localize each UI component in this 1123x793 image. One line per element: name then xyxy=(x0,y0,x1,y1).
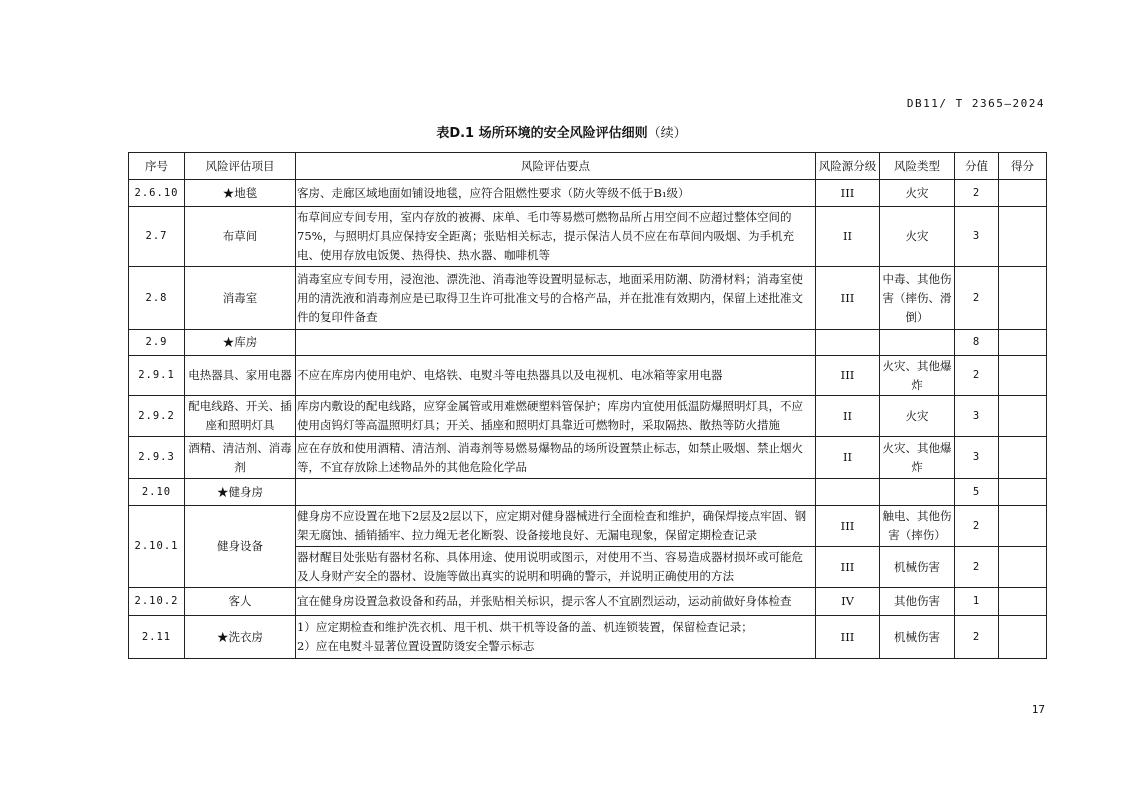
column-header: 分值 xyxy=(955,153,999,180)
risk-type: 火灾、其他爆炸 xyxy=(880,437,955,479)
table-row xyxy=(129,479,1047,506)
table-row xyxy=(129,616,1047,659)
obtained-score xyxy=(999,506,1047,547)
row-number: 2.10.2 xyxy=(129,588,185,616)
score: 2 xyxy=(955,267,999,330)
score: 2 xyxy=(955,616,999,659)
score: 1 xyxy=(955,588,999,616)
obtained-score xyxy=(999,356,1047,396)
obtained-score xyxy=(999,616,1047,659)
document-number: DB11/ T 2365—2024 xyxy=(906,97,1045,110)
obtained-score xyxy=(999,479,1047,506)
risk-item: 客人 xyxy=(185,588,296,616)
obtained-score xyxy=(999,330,1047,356)
risk-level: II xyxy=(816,437,880,479)
risk-assessment-table xyxy=(128,152,1047,659)
obtained-score xyxy=(999,180,1047,207)
risk-item: ★健身房 xyxy=(185,479,296,506)
assessment-requirement: 应在存放和使用酒精、清洁剂、消毒剂等易燃易爆物品的场所设置禁止标志，如禁止吸烟、禁止烟火等，不宜存放除上述物品外的其他危险化学品 xyxy=(296,437,816,479)
risk-type xyxy=(880,479,955,506)
table-title xyxy=(0,122,1123,141)
obtained-score xyxy=(999,547,1047,588)
risk-type: 火灾 xyxy=(880,180,955,207)
risk-level: III xyxy=(816,616,880,659)
risk-item: ★库房 xyxy=(185,330,296,356)
risk-item: 配电线路、开关、插座和照明灯具 xyxy=(185,396,296,437)
score: 2 xyxy=(955,356,999,396)
risk-item: ★地毯 xyxy=(185,180,296,207)
score: 2 xyxy=(955,547,999,588)
assessment-requirement: 消毒室应专间专用，浸泡池、漂洗池、消毒池等设置明显标志，地面采用防潮、防滑材料；消毒室使用的清洗液和消毒剂应是已取得卫生许可批准文号的合格产品，并在批准有效期内，保留上述批准文件的复印件备查 xyxy=(296,267,816,330)
risk-item: 消毒室 xyxy=(185,267,296,330)
score: 3 xyxy=(955,396,999,437)
table-row xyxy=(129,330,1047,356)
score: 5 xyxy=(955,479,999,506)
risk-type: 触电、其他伤害（摔伤） xyxy=(880,506,955,547)
row-number: 2.10.1 xyxy=(129,506,185,588)
row-number: 2.7 xyxy=(129,207,185,267)
row-number: 2.9 xyxy=(129,330,185,356)
table-title-suffix: （续） xyxy=(647,126,687,141)
table-row xyxy=(129,180,1047,207)
risk-level: III xyxy=(816,267,880,330)
assessment-requirement: 健身房不应设置在地下2层及2层以下，应定期对健身器械进行全面检查和维护，确保焊接点牢固、钢架无腐蚀、插销插牢、拉力绳无老化断裂、设备接地良好、无漏电现象，保留定期检查记录 xyxy=(296,506,816,547)
risk-item: ★洗衣房 xyxy=(185,616,296,659)
column-header: 得分 xyxy=(999,153,1047,180)
column-header: 风险评估项目 xyxy=(185,153,296,180)
assessment-requirement: 1）应定期检查和维护洗衣机、甩干机、烘干机等设备的盖、机连锁装置，保留检查记录； 2）应在电熨斗显著位置设置防烫安全警示标志 xyxy=(296,616,816,659)
risk-level: III xyxy=(816,506,880,547)
risk-level: IV xyxy=(816,588,880,616)
risk-type: 机械伤害 xyxy=(880,547,955,588)
risk-level: III xyxy=(816,547,880,588)
obtained-score xyxy=(999,437,1047,479)
risk-level: II xyxy=(816,207,880,267)
risk-type: 火灾 xyxy=(880,396,955,437)
assessment-requirement: 库房内敷设的配电线路，应穿金属管或用难燃硬塑料管保护；库房内宜使用低温防爆照明灯具，不应使用卤钨灯等高温照明灯具；开关、插座和照明灯具靠近可燃物时，采取隔热、散热等防火措施 xyxy=(296,396,816,437)
risk-level: II xyxy=(816,396,880,437)
assessment-requirement: 不应在库房内使用电炉、电烙铁、电熨斗等电热器具以及电视机、电冰箱等家用电器 xyxy=(296,356,816,396)
row-number: 2.9.3 xyxy=(129,437,185,479)
risk-type: 其他伤害 xyxy=(880,588,955,616)
risk-type xyxy=(880,330,955,356)
obtained-score xyxy=(999,207,1047,267)
obtained-score xyxy=(999,588,1047,616)
risk-type: 火灾 xyxy=(880,207,955,267)
assessment-requirement xyxy=(296,479,816,506)
table-row xyxy=(129,506,1047,547)
table-row xyxy=(129,396,1047,437)
assessment-requirement xyxy=(296,330,816,356)
row-number: 2.8 xyxy=(129,267,185,330)
table-row xyxy=(129,356,1047,396)
score: 3 xyxy=(955,207,999,267)
risk-type: 中毒、其他伤害（摔伤、滑倒） xyxy=(880,267,955,330)
obtained-score xyxy=(999,396,1047,437)
column-header: 序号 xyxy=(129,153,185,180)
risk-level xyxy=(816,479,880,506)
row-number: 2.9.1 xyxy=(129,356,185,396)
column-header: 风险源分级 xyxy=(816,153,880,180)
obtained-score xyxy=(999,267,1047,330)
risk-item: 健身设备 xyxy=(185,506,296,588)
risk-item: 酒精、清洁剂、消毒剂 xyxy=(185,437,296,479)
risk-level: III xyxy=(816,356,880,396)
row-number: 2.10 xyxy=(129,479,185,506)
risk-level xyxy=(816,330,880,356)
risk-type: 机械伤害 xyxy=(880,616,955,659)
table-row xyxy=(129,437,1047,479)
score: 3 xyxy=(955,437,999,479)
table-row xyxy=(129,207,1047,267)
score: 2 xyxy=(955,506,999,547)
risk-level: III xyxy=(816,180,880,207)
column-header: 风险评估要点 xyxy=(296,153,816,180)
risk-type: 火灾、其他爆炸 xyxy=(880,356,955,396)
table-row xyxy=(129,588,1047,616)
column-header: 风险类型 xyxy=(880,153,955,180)
table-header-row xyxy=(129,153,1047,180)
risk-item: 电热器具、家用电器 xyxy=(185,356,296,396)
score: 2 xyxy=(955,180,999,207)
score: 8 xyxy=(955,330,999,356)
row-number: 2.11 xyxy=(129,616,185,659)
table-row xyxy=(129,267,1047,330)
assessment-requirement: 客房、走廊区域地面如铺设地毯，应符合阻燃性要求（防火等级不低于B₁级） xyxy=(296,180,816,207)
table-title-main: 表D.1 场所环境的安全风险评估细则 xyxy=(436,126,648,141)
assessment-requirement: 器材醒目处张贴有器材名称、具体用途、使用说明或图示，对使用不当、容易造成器材损坏或可能危及人身财产安全的器材、设施等做出真实的说明和明确的警示，并说明正确使用的方法 xyxy=(296,547,816,588)
row-number: 2.9.2 xyxy=(129,396,185,437)
assessment-requirement: 布草间应专间专用，室内存放的被褥、床单、毛巾等易燃可燃物品所占用空间不应超过整体空间的75%，与照明灯具应保持安全距离；张贴相关标志，提示保洁人员不应在布草间内吸烟、为手机充电、使用存放电饭煲、热得快、热水器、咖啡机等 xyxy=(296,207,816,267)
assessment-requirement: 宜在健身房设置急救设备和药品，并张贴相关标识，提示客人不宜剧烈运动，运动前做好身体检查 xyxy=(296,588,816,616)
risk-item: 布草间 xyxy=(185,207,296,267)
row-number: 2.6.10 xyxy=(129,180,185,207)
page-number: 17 xyxy=(1031,703,1045,716)
